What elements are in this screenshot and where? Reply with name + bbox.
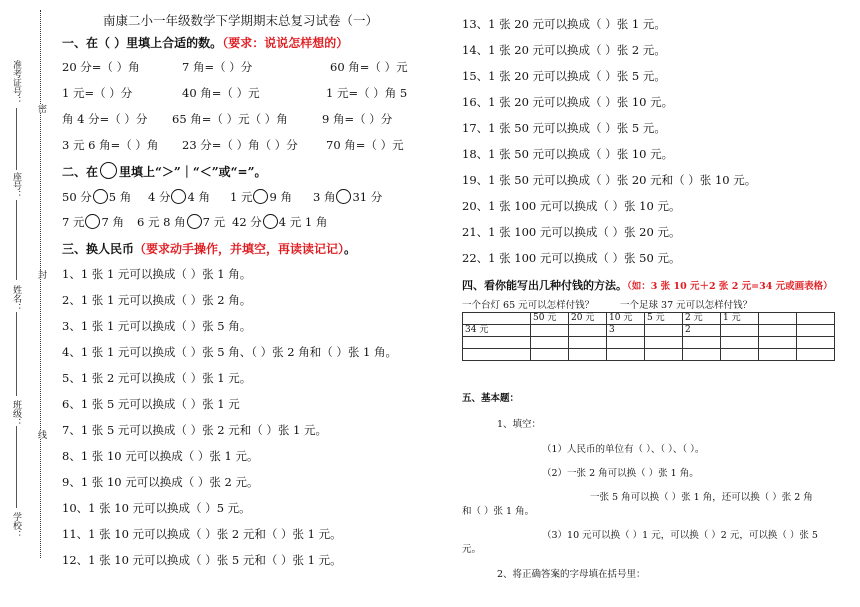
section-1-requirement: （要求：说说怎样想的）: [222, 36, 349, 50]
table-cell: [531, 349, 569, 361]
margin-label-seat: 座号：: [11, 172, 21, 199]
table-cell: [607, 337, 645, 349]
s1-item: 1 元=（ ）角 5: [326, 86, 408, 100]
table-cell: [569, 337, 607, 349]
s1-item: 1 元=（ ）分: [62, 86, 133, 100]
exchange-item: 8、1 张 10 元可以换成（ ）张 1 元。: [62, 449, 259, 463]
table-cell: [645, 325, 683, 337]
exchange-item: 15、1 张 20 元可以换成（ ）张 5 元。: [462, 69, 666, 83]
s1-item: 70 角=（ ）元: [326, 138, 404, 152]
table-row: [463, 349, 835, 361]
exchange-item: 3、1 张 1 元可以换成（ ）张 5 角。: [62, 319, 252, 333]
compare-item: 3 角 31 分: [313, 190, 383, 204]
section-2-heading: 二、在 里填上“＞”｜“＜”或“=”。: [62, 162, 267, 180]
s1-item: 23 分=（ ）角（ ）分: [182, 138, 298, 152]
s5-item: （3）10 元可以换（ ）1 元，可以换（ ）2 元，可以换（ ）张 5: [542, 530, 818, 541]
section-4-heading: 四、看你能写出几种付钱的方法。（如：3 张 10 元＋2 张 2 元=34 元或画表格）: [462, 279, 833, 292]
table-cell: [797, 313, 835, 325]
table-cell: [463, 337, 531, 349]
table-cell: [797, 325, 835, 337]
compare-item: 6 元 8 角 7 元: [137, 215, 226, 229]
exchange-item: 9、1 张 10 元可以换成（ ）张 2 元。: [62, 475, 259, 489]
table-cell: 1 元: [721, 313, 759, 325]
s1-item: 65 角=（ ）元（ ）角: [172, 112, 288, 126]
section-4-requirement: （如：3 张 10 元＋2 张 2 元=34 元或画表格）: [627, 281, 833, 292]
exchange-item: 1、1 张 1 元可以换成（ ）张 1 角。: [62, 267, 252, 281]
exchange-item: 19、1 张 50 元可以换成（ ）张 20 元和（ ）张 10 元。: [462, 173, 757, 187]
seal-char-xian: 线: [36, 430, 46, 439]
exchange-item: 17、1 张 50 元可以换成（ ）张 5 元。: [462, 121, 666, 135]
compare-item: 1 元 9 角: [230, 190, 292, 204]
payment-question-football: 一个足球 37 元可以怎样付钱？: [620, 300, 753, 311]
table-cell: [683, 337, 721, 349]
table-cell: [721, 325, 759, 337]
table-cell: [607, 349, 645, 361]
exchange-item: 21、1 张 100 元可以换成（ ）张 20 元。: [462, 225, 681, 239]
s5-item: 元。: [462, 544, 482, 555]
table-cell: [463, 349, 531, 361]
s1-item: 9 角=（ ）分: [322, 112, 393, 126]
compare-circle-icon: [85, 214, 100, 229]
exchange-item: 14、1 张 20 元可以换成（ ）张 2 元。: [462, 43, 666, 57]
exchange-item: 12、1 张 10 元可以换成（ ）张 5 元和（ ）张 1 元。: [62, 553, 342, 567]
table-cell: [463, 313, 531, 325]
s5-item: （1）人民币的单位有（ ）、（ ）、（ ）。: [542, 444, 705, 455]
table-cell: [645, 349, 683, 361]
exchange-item: 10、1 张 10 元可以换成（ ）5 元。: [62, 501, 251, 515]
table-cell: [759, 313, 797, 325]
table-cell: [797, 337, 835, 349]
table-cell: 20 元: [569, 313, 607, 325]
s1-item: 20 分=（ ）角: [62, 60, 140, 74]
exchange-item: 4、1 张 1 元可以换成（ ）张 5 角、（ ）张 2 角和（ ）张 1 角。: [62, 345, 398, 359]
margin-underline: [16, 200, 17, 280]
payment-question-lamp: 一个台灯 65 元可以怎样付钱？: [462, 300, 595, 311]
table-row: [463, 313, 835, 325]
table-cell: [531, 325, 569, 337]
exchange-item: 20、1 张 100 元可以换成（ ）张 10 元。: [462, 199, 681, 213]
table-cell: 2 元: [683, 313, 721, 325]
s5-item: 一张 5 角可以换（ ）张 1 角，还可以换（ ）张 2 角: [590, 492, 813, 503]
page-title: 南康二小一年级数学下学期期末总复习试卷（一）: [103, 13, 379, 28]
s5-item: 和（ ）张 1 角。: [462, 506, 535, 517]
margin-label-exam-id: 准考证号：: [11, 60, 21, 105]
table-cell: 10 元: [607, 313, 645, 325]
compare-item: 42 分 4 元 1 角: [232, 215, 328, 229]
s5-item: （2）一张 2 角可以换（ ）张 1 角。: [542, 468, 699, 479]
compare-item: 7 元 7 角: [62, 215, 124, 229]
exchange-item: 6、1 张 5 元可以换成（ ）张 1 元: [62, 397, 240, 411]
exchange-item: 5、1 张 2 元可以换成（ ）张 1 元。: [62, 371, 252, 385]
section-5-heading: 五、基本题：: [462, 393, 520, 404]
table-cell: 50 元: [531, 313, 569, 325]
margin-underline: [16, 312, 17, 396]
table-cell: [721, 337, 759, 349]
exchange-item: 13、1 张 20 元可以换成（ ）张 1 元。: [462, 17, 666, 31]
s5-choice-heading: 2、将正确答案的字母填在括号里：: [497, 569, 646, 580]
exchange-item: 11、1 张 10 元可以换成（ ）张 2 元和（ ）张 1 元。: [62, 527, 342, 541]
table-cell: [531, 337, 569, 349]
compare-item: 50 分 5 角: [62, 190, 132, 204]
exchange-item: 18、1 张 50 元可以换成（ ）张 10 元。: [462, 147, 674, 161]
table-cell: [759, 349, 797, 361]
exchange-item: 16、1 张 20 元可以换成（ ）张 10 元。: [462, 95, 674, 109]
exchange-item: 22、1 张 100 元可以换成（ ）张 50 元。: [462, 251, 681, 265]
payment-table: [462, 312, 835, 361]
seal-char-feng: 封: [36, 270, 46, 279]
margin-underline: [16, 108, 17, 170]
compare-circle-icon: [263, 214, 278, 229]
section-3-requirement: （要求动手操作，并填空，再读读记记）: [134, 242, 345, 256]
table-cell: [759, 337, 797, 349]
table-cell: 34 元: [463, 325, 531, 337]
table-cell: [569, 325, 607, 337]
table-cell: [721, 349, 759, 361]
compare-circle-icon: [187, 214, 202, 229]
section-3-heading: 三、换人民币（要求动手操作，并填空，再读读记记）。: [62, 242, 357, 256]
compare-circle-icon: [336, 189, 351, 204]
table-cell: 2: [683, 325, 721, 337]
table-cell: 5 元: [645, 313, 683, 325]
table-cell: [569, 349, 607, 361]
table-cell: [645, 337, 683, 349]
s1-item: 40 角=（ ）元: [182, 86, 260, 100]
table-cell: [797, 349, 835, 361]
s5-fill-heading: 1、填空：: [497, 419, 542, 430]
s1-item: 角 4 分=（ ）分: [62, 112, 148, 126]
dotted-cut-line: [40, 10, 41, 558]
table-cell: [683, 349, 721, 361]
margin-underline: [16, 426, 17, 508]
compare-circle-icon: [93, 189, 108, 204]
section-1-heading: 一、在（ ）里填上合适的数。（要求：说说怎样想的）: [62, 36, 349, 50]
compare-circle-icon: [171, 189, 186, 204]
table-cell: [759, 325, 797, 337]
s1-item: 60 角=（ ）元: [330, 60, 408, 74]
table-row: [463, 325, 835, 337]
s1-item: 3 元 6 角=（ ）角: [62, 138, 159, 152]
seal-char-mi: 密: [36, 104, 46, 113]
table-cell: 3: [607, 325, 645, 337]
exchange-item: 2、1 张 1 元可以换成（ ）张 2 角。: [62, 293, 252, 307]
margin-label-school: 学校：: [11, 512, 21, 539]
table-row: [463, 337, 835, 349]
margin-label-class: 班级：: [11, 400, 21, 427]
margin-label-name: 姓名：: [11, 285, 21, 312]
s1-item: 7 角=（ ）分: [182, 60, 253, 74]
compare-item: 4 分 4 角: [148, 190, 210, 204]
exchange-item: 7、1 张 5 元可以换成（ ）张 2 元和（ ）张 1 元。: [62, 423, 327, 437]
compare-circle-icon: [100, 162, 117, 179]
compare-circle-icon: [253, 189, 268, 204]
